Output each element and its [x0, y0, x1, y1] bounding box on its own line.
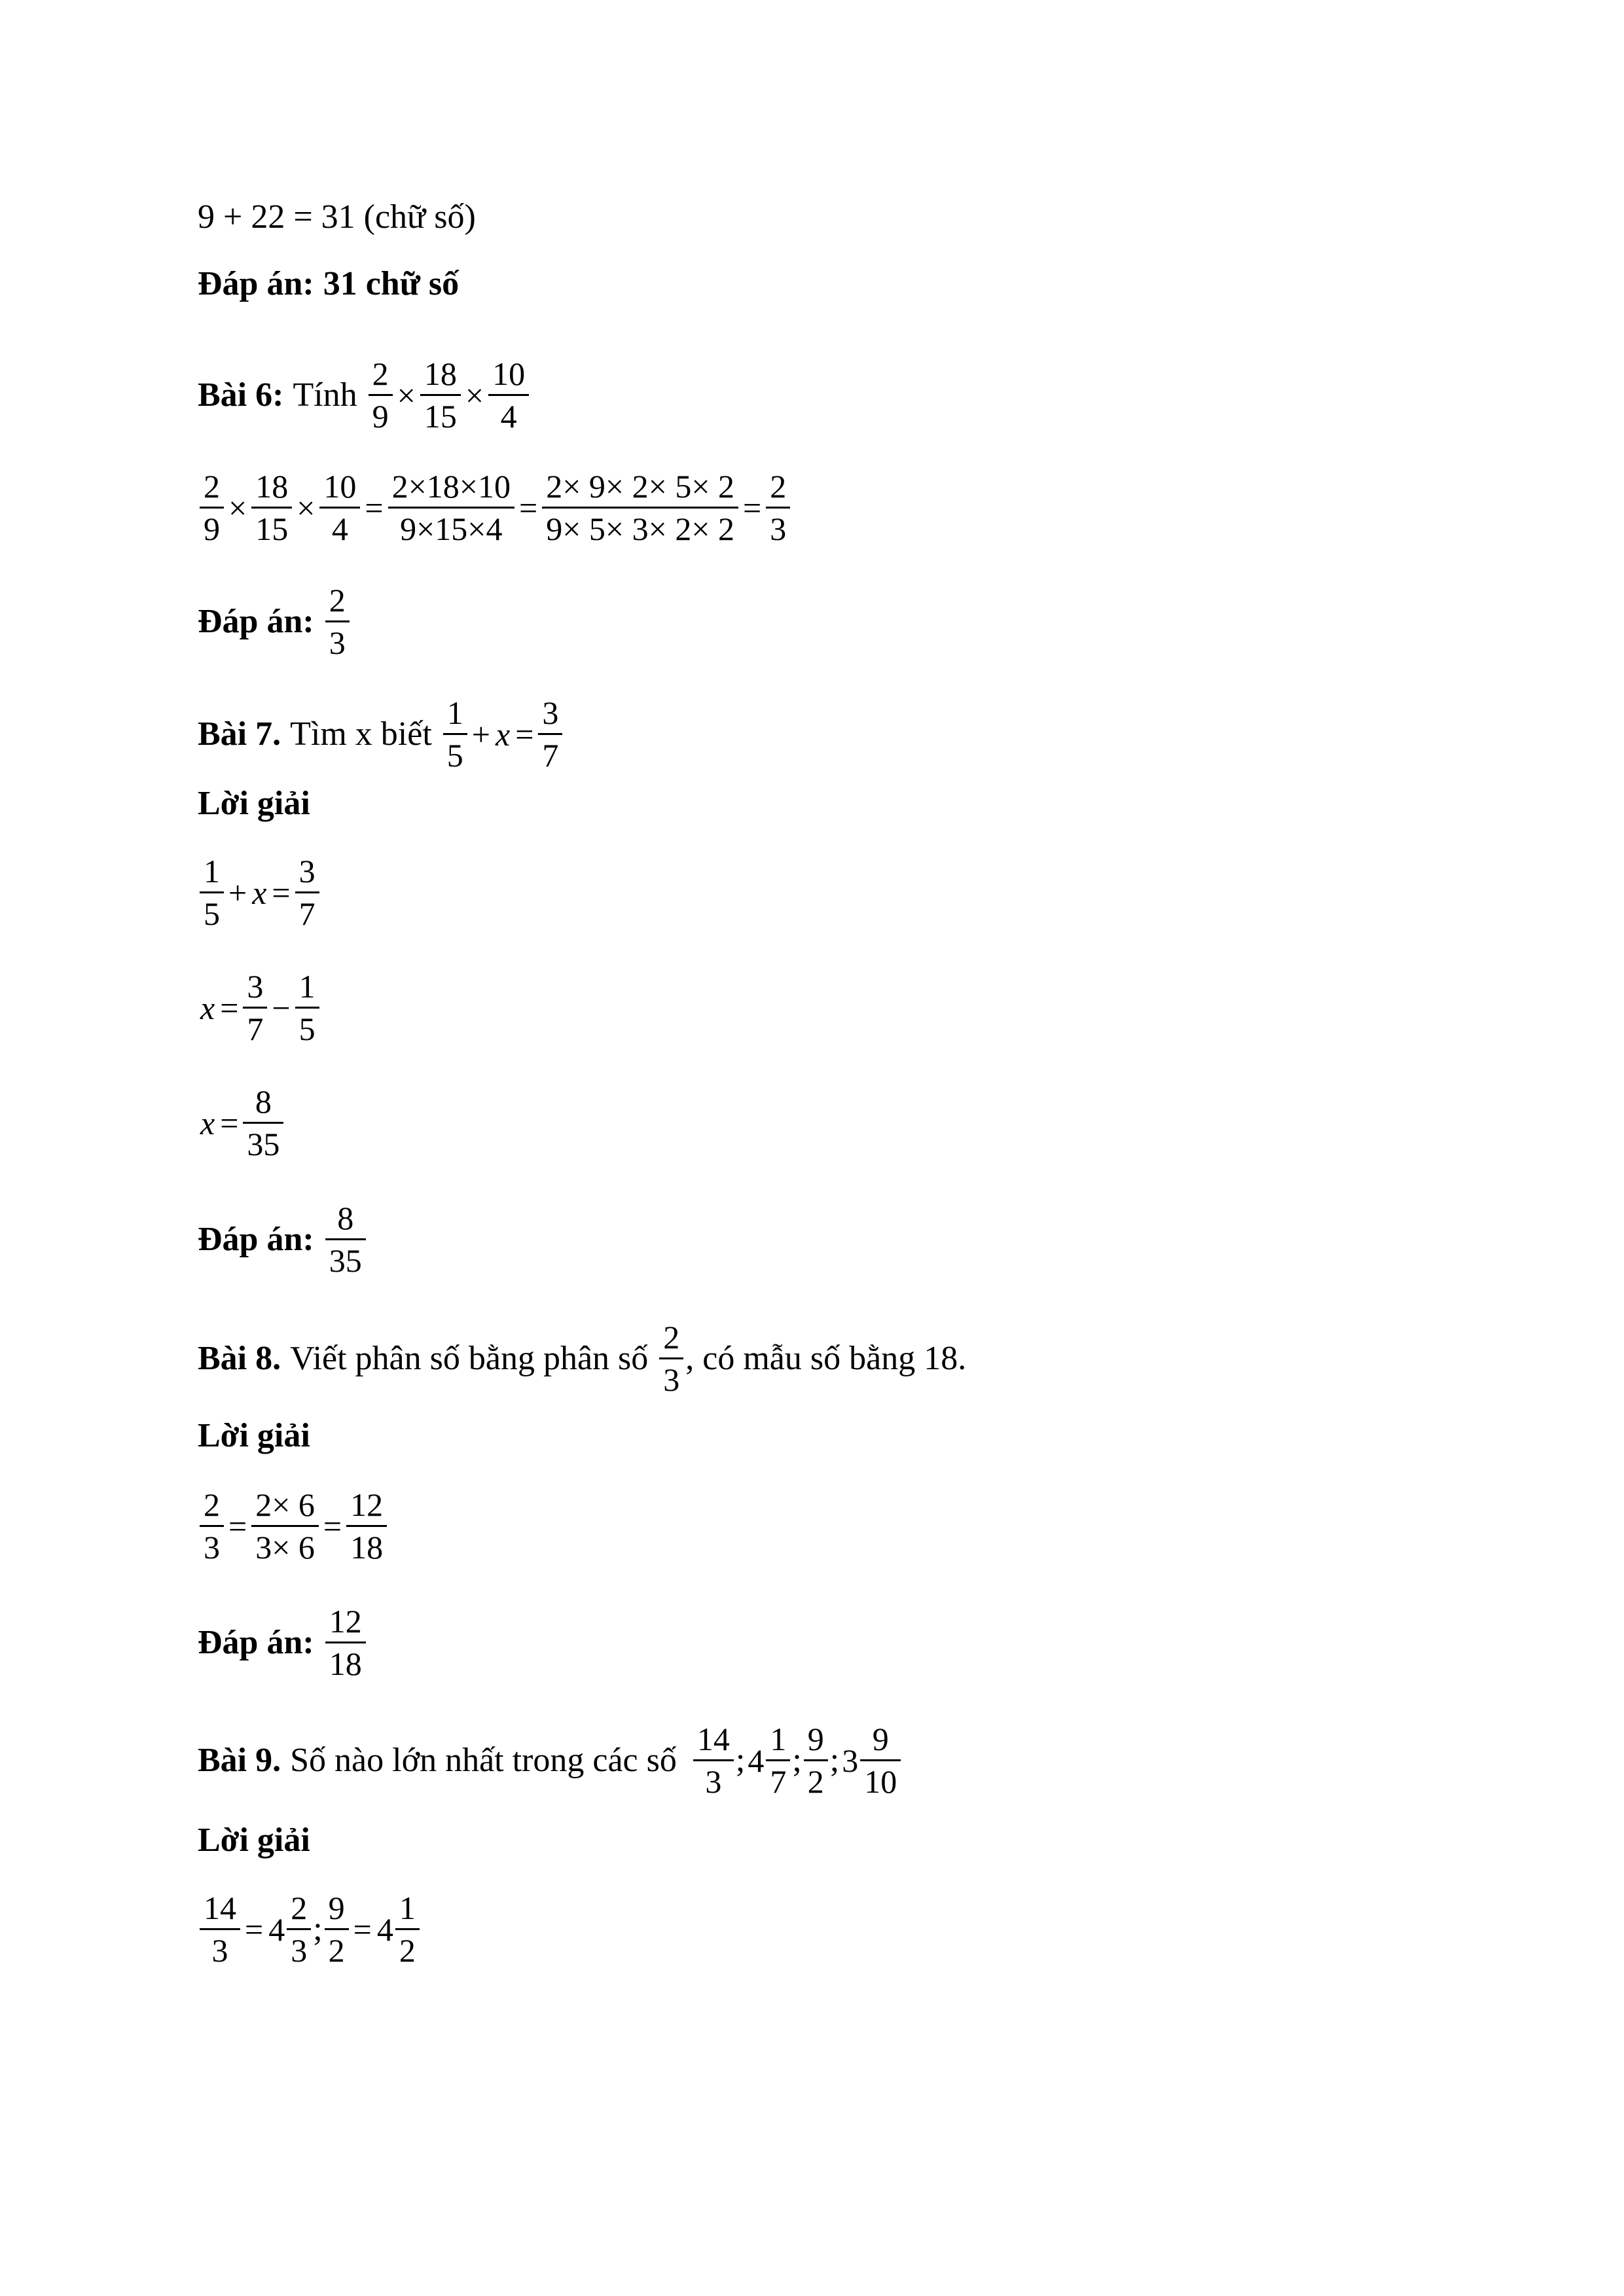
bai8-heading [198, 1317, 966, 1400]
fraction: $\frac{8}{35}$ [243, 1081, 283, 1164]
bai7-heading: Bài 7. Tìm x biết $\frac{1}{5}$ + x = $\frac{3}{7}$ [198, 692, 564, 776]
bai7-step2: x = $\frac{3}{7}$ − $\frac{1}{5}$ [198, 966, 321, 1049]
bai7-text: Tìm x biết [290, 715, 432, 753]
fraction: $\frac{8}{35}$ [325, 1198, 366, 1281]
bai6-label: Bài 6: [198, 376, 284, 414]
bai7-step1: $\frac{1}{5}$ + x = $\frac{3}{7}$ [198, 851, 321, 934]
fraction: $\frac{2}{3}$ [200, 1484, 224, 1568]
bai8-solution-label: Lời giải [198, 1417, 310, 1454]
bai8-label: Bài 8. [198, 1339, 281, 1377]
bai6-text: Tính [293, 376, 357, 414]
fraction: $\frac{3}{7}$ [538, 692, 562, 776]
bai7-solution-label: Lời giải [198, 785, 310, 822]
fraction: $\frac{12}{18}$ [325, 1601, 366, 1684]
bai9-label: Bài 9. [198, 1741, 281, 1779]
fraction: $\frac{2}{3}$ [325, 580, 350, 663]
fraction: $\frac{2\times 9\times 2\times 5\times 2}{9\times 5\times 3\times 2\times 2}$ [542, 466, 738, 549]
answer-bai7 [198, 1198, 368, 1281]
answer-value: 31 chữ số [323, 265, 460, 302]
times-sign: × [465, 376, 484, 414]
bai9-heading: Bài 9. Số nào lớn nhất trong các số $\frac{14}{3}$ ; 4 $\frac{1}{7}$ ; $\frac{9}{2}$ ; 3 $\frac{9}{10}$ [198, 1719, 903, 1802]
bai6-heading [198, 353, 531, 437]
bai8-text-after: , có mẫu số bằng 18. [685, 1339, 967, 1377]
fraction: $\frac{2}{3}$ [766, 466, 790, 549]
bai9-text: Số nào lớn nhất trong các số [290, 1741, 677, 1779]
answer-bai6 [198, 580, 352, 663]
answer-label: Đáp án: [198, 1623, 314, 1661]
bai7-step3: x = $\frac{8}{35}$ [198, 1081, 285, 1164]
bai8-solution: $\frac{2}{3}$ = $\frac{2\times 6}{3\times 6}$ = $\frac{12}{18}$ [198, 1484, 389, 1568]
fraction: $\frac{2\times 6}{3\times 6}$ [251, 1484, 319, 1568]
fraction: $\frac{2}{3}$ [287, 1888, 311, 1971]
fraction: $\frac{12}{18}$ [346, 1484, 387, 1568]
fraction: $\frac{9}{2}$ [325, 1888, 349, 1971]
fraction: $\frac{1}{2}$ [395, 1888, 420, 1971]
fraction: $\frac{10}{4}$ [319, 466, 360, 549]
fraction: $\frac{1}{5}$ [200, 851, 224, 934]
bai6-solution: $\frac{2}{9}$ × $\frac{18}{15}$ × $\frac{10}{4}$ = $\frac{2\times 18\times 10}{9\times 15\times 4}$ = $\frac{2\times 9\times 2\times 5\times 2}{9\times 5\times 3\times 2\times 2}$ = $\frac{2}{3}$ [198, 466, 792, 549]
fraction: $\frac{14}{3}$ [200, 1888, 240, 1971]
bai9-solution: $\frac{14}{3}$ = 4 $\frac{2}{3}$ ; $\frac{9}{2}$ = 4 $\frac{1}{2}$ [198, 1888, 422, 1971]
digit-sum-line [198, 198, 476, 237]
answer-bai8 [198, 1601, 368, 1684]
fraction: $\frac{18}{15}$ [251, 466, 292, 549]
fraction: $\frac{14}{3}$ [693, 1719, 734, 1802]
fraction: $\frac{2}{9}$ [369, 353, 393, 437]
answer-label: Đáp án: [198, 1220, 314, 1258]
bai9-solution-label: Lời giải [198, 1821, 310, 1859]
fraction: $\frac{1}{7}$ [766, 1719, 790, 1802]
fraction: $\frac{2\times 18\times 10}{9\times 15\times 4}$ [388, 466, 514, 549]
digit-sum-text: 9 + 22 = 31 (chữ số) [198, 198, 476, 236]
fraction: $\frac{1}{5}$ [443, 692, 467, 776]
answer-label: Đáp án: [198, 265, 314, 302]
fraction: $\frac{2}{3}$ [659, 1317, 683, 1400]
fraction: $\frac{3}{7}$ [243, 966, 267, 1049]
fraction: $\frac{2}{9}$ [200, 466, 224, 549]
bai7-label: Bài 7. [198, 715, 281, 753]
fraction: $\frac{3}{7}$ [295, 851, 319, 934]
answer-label: Đáp án: [198, 602, 314, 640]
bai8-text: Viết phân số bằng phân số [290, 1339, 649, 1377]
fraction: $\frac{9}{2}$ [804, 1719, 828, 1802]
times-sign: × [397, 376, 416, 414]
fraction: $\frac{18}{15}$ [420, 353, 461, 437]
answer-bai5 [198, 264, 459, 304]
fraction: $\frac{10}{4}$ [488, 353, 529, 437]
fraction: $\frac{9}{10}$ [860, 1719, 901, 1802]
fraction: $\frac{1}{5}$ [295, 966, 319, 1049]
